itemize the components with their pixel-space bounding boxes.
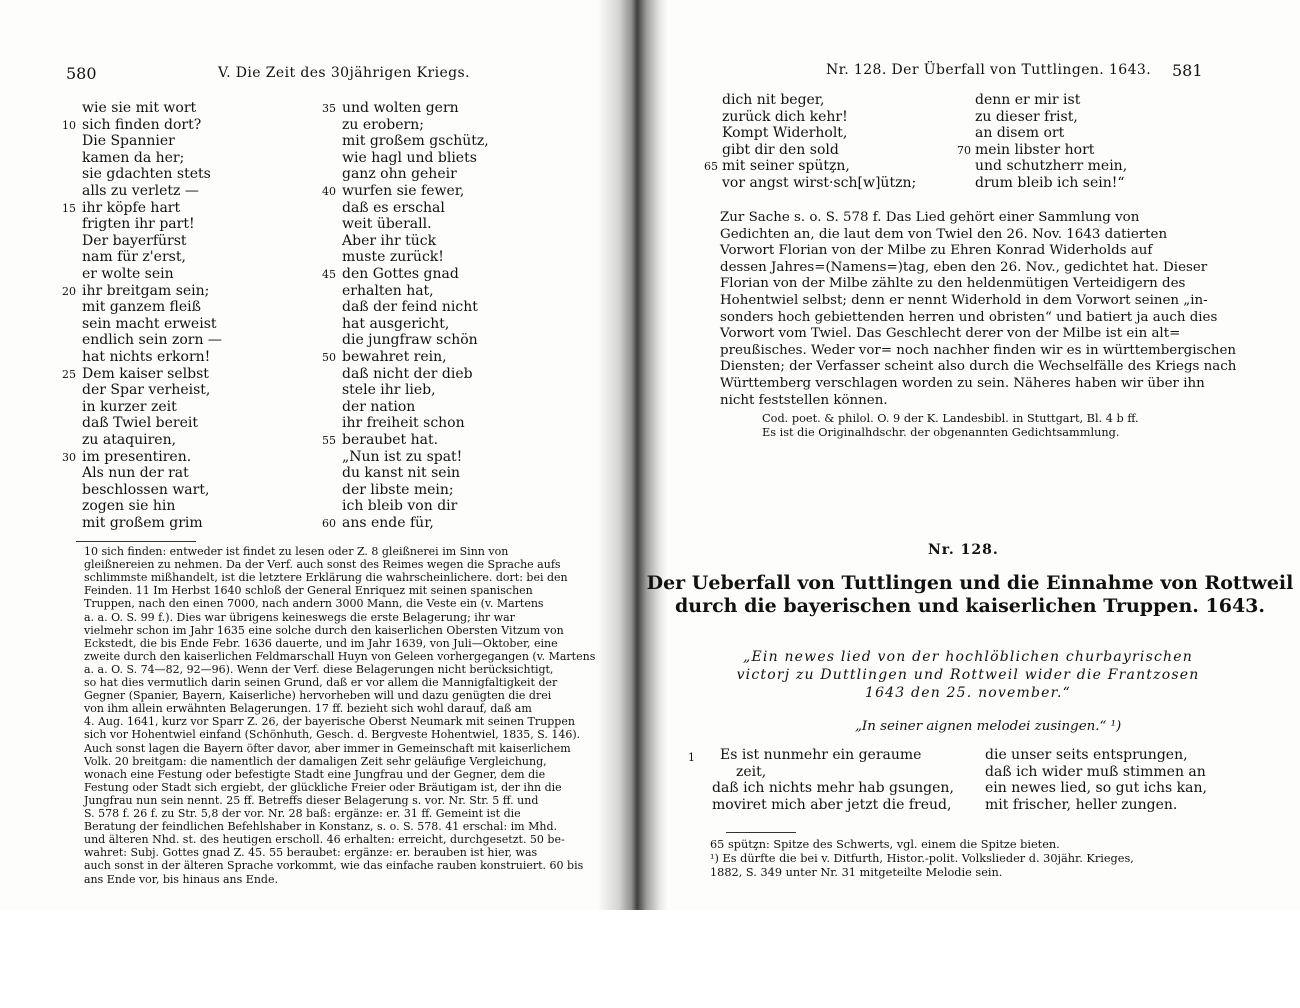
text-line: vor angst wirst·sch[w]ützn; xyxy=(722,175,917,191)
text-line: wahret: Subj. Gottes gnad Z. 45. 55 beraubet: ergänze: er. berauben ist hier, was xyxy=(84,846,538,860)
text-line: nicht feststellen können. xyxy=(720,392,888,408)
text-line: muste zurück! xyxy=(342,249,444,266)
text-line: Auch sonst lagen die Bayern öfter davor, aber immer in Gemeinschaft mit kaiserlichem xyxy=(84,741,571,755)
left-notes-divider xyxy=(76,541,196,542)
text-line: mit großem gschütz, xyxy=(342,133,489,150)
stanza-line: mit frischer, heller zungen. xyxy=(985,796,1178,813)
text-line: Beratung der feindlichen Befehlshaber in Konstanz, s. o. S. 578. 41 erschal: im Mhd. xyxy=(84,820,557,834)
text-line: Diensten; der Verfasser scheint also durch die Wechselfälle des Kriegs nach xyxy=(720,359,1237,375)
text-line: Volk. 20 breitgam: die namentlich der damaligen Zeit sehr geläufige Vergleichung, xyxy=(84,754,547,768)
left-page-number: 580 xyxy=(66,64,97,83)
text-line: wonach eine Festung oder befestigte Stadt eine Jungfrau und der Gegner, dem die xyxy=(84,767,546,781)
text-line: sich finden dort? xyxy=(82,116,202,133)
text-line: wie sie mit wort xyxy=(82,100,197,116)
text-line: ich bleib von dir xyxy=(342,498,458,515)
text-line: Feinden. 11 Im Herbst 1640 schloß der General Enriquez mit seinen spanischen xyxy=(84,584,533,598)
line-number: 60 xyxy=(322,517,336,530)
text-line: 10 sich finden: entweder ist findet zu lesen oder Z. 8 gleißnerei im Sinn von xyxy=(84,545,509,558)
text-line: vielmehr schon im Jahr 1635 eine solche durch den kaiserlichen Obersten Vitzum von xyxy=(84,623,564,637)
text-line: Gegner (Spanier, Bayern, Kaiserliche) hervorheben will und dazu genügten die drei xyxy=(84,689,552,703)
text-line: Aber ihr tück xyxy=(342,232,437,249)
text-line: im presentiren. xyxy=(82,448,192,465)
subtitle-line: 1643 den 25. november.“ xyxy=(864,685,1072,701)
line-number: 20 xyxy=(62,284,76,298)
text-line: der libste mein; xyxy=(342,481,454,498)
text-line: Der bayerfürst xyxy=(82,232,187,249)
text-line: 4. Aug. 1641, kurz vor Sparr Z. 26, der bayerische Oberst Neumark mit seinen Truppen xyxy=(84,715,575,729)
text-line: Vorwort vom Twiel. Das Geschlecht derer von der Milbe ist ein alt= xyxy=(720,326,1181,342)
text-line: daß Twiel bereit xyxy=(82,415,198,432)
text-line: kamen da her; xyxy=(82,149,185,166)
text-line: Truppen, nach den einen 7000, nach andern 3000 Mann, die Veste ein (v. Martens xyxy=(84,597,544,611)
line-number: 70 xyxy=(957,143,971,157)
text-line: wurfen sie fewer, xyxy=(342,183,465,199)
text-line: Es ist die Originalhdschr. der obgenannten Gedichtsammlung. xyxy=(762,426,1120,439)
text-line: Vorwort Florian von der Milbe zu Ehren Konrad Widerholds auf xyxy=(720,243,1153,259)
text-line: frigten ihr part! xyxy=(82,216,195,233)
text-line: so hat dies vermutlich darin seinen Grund, daß er vor allem die Mannigfaltigkeit der xyxy=(84,676,558,689)
line-number: 30 xyxy=(62,450,76,464)
text-line: ihr breitgam sein; xyxy=(82,282,210,299)
text-line: der nation xyxy=(342,398,416,415)
text-line: preußisches. Weder vor= noch nachher finden wir es in württembergischen xyxy=(720,342,1237,358)
text-line: erhalten hat, xyxy=(342,282,434,299)
text-line: ans ende für, xyxy=(342,515,434,531)
text-line: die jungfraw schön xyxy=(342,332,478,349)
text-line: Kompt Widerholt, xyxy=(722,125,848,142)
text-line: dich nit beger, xyxy=(722,92,825,108)
text-line: mit seiner spütz̧n, xyxy=(722,158,850,175)
text-line: beraubet hat. xyxy=(342,432,439,448)
text-line: ihr köpfe hart xyxy=(82,199,181,216)
text-line: mit großem grim xyxy=(82,515,203,531)
text-line: Württemberg verschlagen worden zu sein. Näheres haben wir über ihn xyxy=(720,376,1205,391)
text-line: Cod. poet. & philol. O. 9 der K. Landesbibl. in Stuttgart, Bl. 4 b ff. xyxy=(762,412,1139,425)
text-line: ans Ende vor, bis hinaus ans Ende. xyxy=(84,872,278,886)
text-line: Zur Sache s. o. S. 578 f. Das Lied gehört einer Sammlung von xyxy=(720,210,1140,225)
text-line: auch sonst in der älteren Sprache vorkommt, wie das einfache rauben konstruiert. 60 bis xyxy=(84,859,584,873)
text-line: daß der feind nicht xyxy=(342,299,478,316)
stanza-line: Es ist nunmehr ein geraume xyxy=(720,747,922,763)
text-line: daß nicht der dieb xyxy=(342,365,473,382)
text-line: den Gottes gnad xyxy=(342,266,459,282)
text-line: daß es erschal xyxy=(342,199,445,216)
text-line: in kurzer zeit xyxy=(82,398,177,415)
text-line: Hohentwiel selbst; denn er nennt Widerhold in dem Vorwort seinen „in- xyxy=(720,293,1208,308)
stanza-line: daß ich nichts mehr hab gsungen, xyxy=(712,780,954,797)
text-line: hat nichts erkorn! xyxy=(82,349,211,365)
stanza-line: ein newes lied, so gut ichs kan, xyxy=(985,780,1207,797)
text-line: sein macht erweist xyxy=(82,315,217,332)
text-line: S. 578 f. 26 f. zu Str. 5,8 der vor. Nr. 28 baß: ergänze: er. 31 ff. Gemeint ist die xyxy=(84,807,521,820)
text-line: nam für z'erst, xyxy=(82,249,186,266)
text-line: und schutzherr mein, xyxy=(975,158,1128,175)
text-line: Festung oder Stadt sich ergiebt, der glückliche Freier oder Bräutigam ist, der ihn die xyxy=(84,780,562,794)
left-running-head: V. Die Zeit des 30jährigen Kriegs. xyxy=(218,65,470,81)
text-line: stele ihr lieb, xyxy=(342,382,436,399)
text-line: zogen sie hin xyxy=(82,498,176,515)
text-line: beschlossen wart, xyxy=(82,481,210,498)
text-line: Florian von der Milbe zählte zu den heldenmütigen Verteidigern des xyxy=(720,276,1186,292)
text-line: a. a. O. S. 74—82, 92—96). Wenn der Verf. diese Belagerungen nicht berücksichtigt, xyxy=(84,662,554,676)
text-line: drum bleib ich sein!“ xyxy=(975,175,1125,191)
line-number: 10 xyxy=(62,118,76,132)
text-line: zu erobern; xyxy=(342,116,424,133)
line-number: 55 xyxy=(322,434,336,447)
line-number: 65 xyxy=(704,160,718,174)
text-line: weit überall. xyxy=(342,216,432,233)
right-notes-divider xyxy=(726,832,796,833)
book-gutter xyxy=(598,0,668,910)
stanza-line: zeit, xyxy=(736,763,767,780)
subtitle-line: „Ein newes lied von der hochlöblichen churbayrischen xyxy=(743,649,1193,665)
text-line: an disem ort xyxy=(975,125,1065,142)
text-line: endlich sein zorn — xyxy=(82,332,222,349)
text-line: Als nun der rat xyxy=(82,465,189,482)
text-line: wie hagl und bliets xyxy=(342,149,477,166)
text-line: mein libster hort xyxy=(975,141,1095,158)
line-number: 40 xyxy=(322,185,336,198)
text-line: ganz ohn geheir xyxy=(342,166,457,183)
right-page-number: 581 xyxy=(1172,61,1203,80)
stanza-line: die unser seits entsprungen, xyxy=(985,747,1188,763)
text-line: und wolten gern xyxy=(342,100,459,116)
text-line: und älteren Nhd. st. des heutigen erscholl. 46 erhalten: erreicht, durchgesetzt. 50 be- xyxy=(84,833,565,847)
line-number: 50 xyxy=(322,351,336,364)
text-line: 1882, S. 349 unter Nr. 31 mitgeteilte Melodie sein. xyxy=(710,866,1003,879)
text-line: er wolte sein xyxy=(82,266,174,282)
bottom-margin xyxy=(0,910,1300,1008)
text-line: zurück dich kehr! xyxy=(722,108,848,125)
line-number: 25 xyxy=(62,367,76,381)
line-number: 15 xyxy=(62,201,76,215)
text-line: gleißnereien zu nehmen. Da der Verf. auch sonst des Reimes wegen die Sprache aufs xyxy=(84,558,561,572)
text-line: mit ganzem fleiß xyxy=(82,299,201,316)
text-line: Gedichten an, die laut dem von Twiel den 26. Nov. 1643 datierten xyxy=(720,226,1168,242)
stanza-number: 1 xyxy=(688,751,695,764)
text-line: 65 spütz̧n: Spitze des Schwerts, vgl. einem die Spitze bieten. xyxy=(710,838,1060,851)
text-line: sie gdachten stets xyxy=(82,166,211,183)
text-line: Jungfrau nun sein nennt. 25 ff. Betreffs dieser Belagerung s. vor. Nr. Str. 5 ff. und xyxy=(84,793,539,807)
melody-note: „In seiner aignen melodei zusingen.“ ¹) xyxy=(855,719,1122,734)
section-title-line: Der Ueberfall von Tuttlingen und die Einnahme von Rottweil xyxy=(646,572,1294,594)
text-line: bewahret rein, xyxy=(342,349,447,365)
text-line: a. a. O. S. 99 f.). Dies war übrigens keineswegs die erste Belagerung; ihr war xyxy=(84,610,515,624)
text-line: sich vor Hohentwiel einfand (Schönhuth, Gesch. d. Bergveste Hohentwiel, 1835, S. 146). xyxy=(84,728,581,742)
text-line: gibt dir den sold xyxy=(722,141,839,158)
text-line: Die Spannier xyxy=(82,133,175,150)
text-line: Dem kaiser selbst xyxy=(82,365,209,382)
text-line: denn er mir ist xyxy=(975,92,1081,108)
text-line: du kanst nit sein xyxy=(342,465,461,482)
section-title-line: durch die bayerischen und kaiserlichen Truppen. 1643. xyxy=(675,595,1265,617)
stanza-line: moviret mich aber jetzt die freud, xyxy=(712,796,952,813)
text-line: „Nun ist zu spat! xyxy=(342,448,463,465)
text-line: zu dieser frist, xyxy=(975,108,1078,125)
text-line: ihr freiheit schon xyxy=(342,415,465,432)
stanza-line: daß ich wider muß stimmen an xyxy=(985,763,1206,780)
text-line: sonders hoch gebiettenden herren und obristen“ und batiert ja auch dies xyxy=(720,309,1218,325)
text-line: Eckstedt, die bis Ende Febr. 1636 dauerte, und im Jahr 1639, von Juli—Oktober, eine xyxy=(84,636,558,650)
subtitle-line: victorj zu Duttlingen und Rottweil wider die Frantzosen xyxy=(736,667,1200,683)
text-line: der Spar verheist, xyxy=(82,382,211,399)
line-number: 45 xyxy=(322,268,336,281)
text-line: zweite durch den kaiserlichen Feldmarschall Huyn von Geleen vorhergegangen (v. Martens xyxy=(84,649,596,663)
line-number: 35 xyxy=(322,102,336,115)
text-line: schlimmste mißhandelt, ist die letztere Erklärung die wahrscheinlichere. dort: bei den xyxy=(84,571,568,585)
section-number: Nr. 128. xyxy=(928,542,999,558)
text-line: dessen Jahres=(Namens=)tag, eben den 26. Nov., gedichtet hat. Dieser xyxy=(720,259,1208,275)
right-running-head: Nr. 128. Der Überfall von Tuttlingen. 1643. xyxy=(826,62,1152,78)
text-line: ¹) Es dürfte die bei v. Ditfurth, Histor.-polit. Volkslieder d. 30jähr. Krieges, xyxy=(710,852,1134,865)
text-line: alls zu verletz — xyxy=(82,183,199,199)
text-line: zu ataquiren, xyxy=(82,432,177,448)
text-line: von ihm allein erwähnten Belagerungen. 17 ff. bezieht sich wohl darauf, daß am xyxy=(84,702,532,716)
text-line: hat ausgericht, xyxy=(342,315,450,332)
